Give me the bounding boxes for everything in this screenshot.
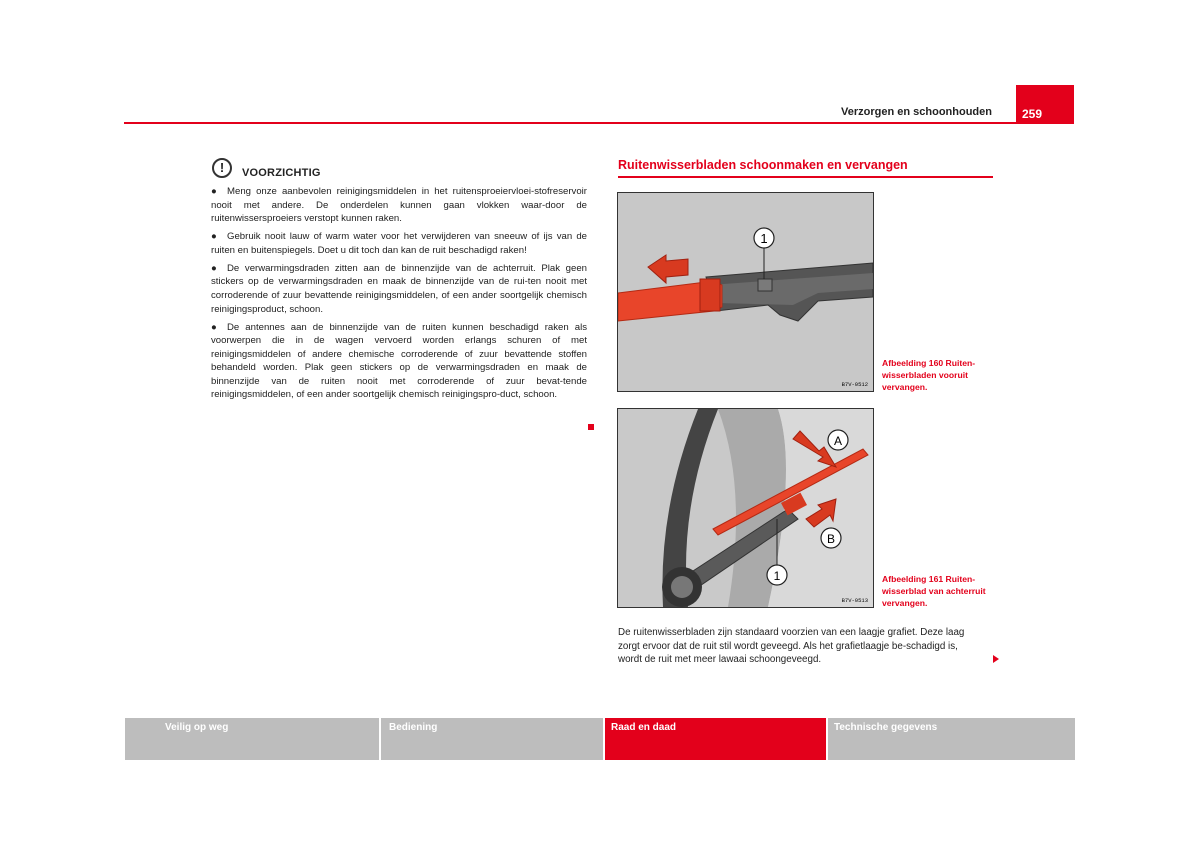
warning-title: VOORZICHTIG [242, 167, 321, 179]
bullet-icon: ● [211, 262, 217, 274]
figure-callout-1: 1 [760, 231, 768, 246]
tab-bediening[interactable]: Bediening [381, 718, 603, 760]
tab-raad-en-daad[interactable]: Raad en daad [605, 718, 826, 760]
section-body: De ruitenwisserbladen zijn standaard voorzien van een laagje grafiet. Deze laag zorgt ervoor dat de ruit stil wordt geveegd. Als het grafietlaagje be-schadigd is, wordt de ruit met meer lawaai schoongeveegd. [618, 627, 965, 666]
bullet-icon: ● [211, 321, 217, 333]
figure-front-wiper [617, 192, 874, 392]
warning-icon: ! [212, 158, 232, 178]
figure-caption: Afbeelding 160 Ruiten-wisserbladen vooruit vervangen. [882, 358, 976, 392]
tab-veilig-op-weg[interactable]: Veilig op weg [125, 718, 379, 760]
bullet-icon: ● [211, 186, 217, 197]
figure-callout-1: 1 [773, 569, 781, 583]
figure-callout-b: B [826, 532, 836, 546]
rear-wiper-illustration [618, 409, 873, 607]
warning-body [211, 185, 587, 406]
figure-caption: Afbeelding 161 Ruiten-wisserblad van achterruit vervangen. [882, 574, 986, 608]
warning-item: ● Meng onze aanbevolen reinigingsmiddelen in het ruitensproeiervloei-stofreservoir nooit met andere. De onderdelen kunnen gaan vlokken waar-door de ruitenwissersproeiers verstopt kunnen raken. [211, 186, 587, 225]
warning-item: ● De verwarmingsdraden zitten aan de binnenzijde van de achterruit. Plak geen stickers op de verwarmingsdraden en maak de binnenzijde van de rui-ten nooit met corroderende of zuur bevattende reinigingsmiddelen, of een ander soortgelijk chemisch reinigingsproduct, schoon. [211, 262, 587, 315]
continue-arrow-icon [993, 655, 999, 663]
header-rule [124, 122, 1074, 124]
figure-callout-a: A [833, 434, 843, 448]
figure-code: B7V-0512 [841, 381, 868, 388]
warning-item: ● De antennes aan de binnenzijde van de ruiten kunnen beschadigd raken als voorwerpen die in de wagen vervoerd worden erlangs schuren of met reinigingsmiddelen of andere chemische corroderende of zuur bevattende stoffen behandeld worden. Plak geen stickers op de verwarmingsdraden en maak de binnenzijde van de ruiten nooit met corroderende of zuur bevat-tende reinigingsmiddelen, of een ander soortgelijk chemisch reinigingspro-duct, schoon. [211, 321, 587, 401]
front-wiper-illustration [618, 193, 873, 391]
figure-rear-wiper [617, 408, 874, 608]
page-number: 259 [1016, 85, 1074, 123]
header-section-title: Verzorgen en schoonhouden [841, 106, 992, 118]
end-marker-icon [588, 424, 594, 430]
section-rule [618, 176, 993, 178]
warning-item: ● Gebruik nooit lauw of warm water voor het verwijderen van sneeuw of ijs van de ruiten en buitenspiegels. Doet u dit toch dan kan de ruit beschadigd raken! [211, 231, 587, 256]
tab-technische-gegevens[interactable]: Technische gegevens [828, 718, 1075, 760]
bullet-icon: ● [211, 231, 217, 243]
section-title: Ruitenwisserbladen schoonmaken en vervangen [618, 158, 908, 172]
figure-code: B7V-0513 [841, 597, 868, 604]
